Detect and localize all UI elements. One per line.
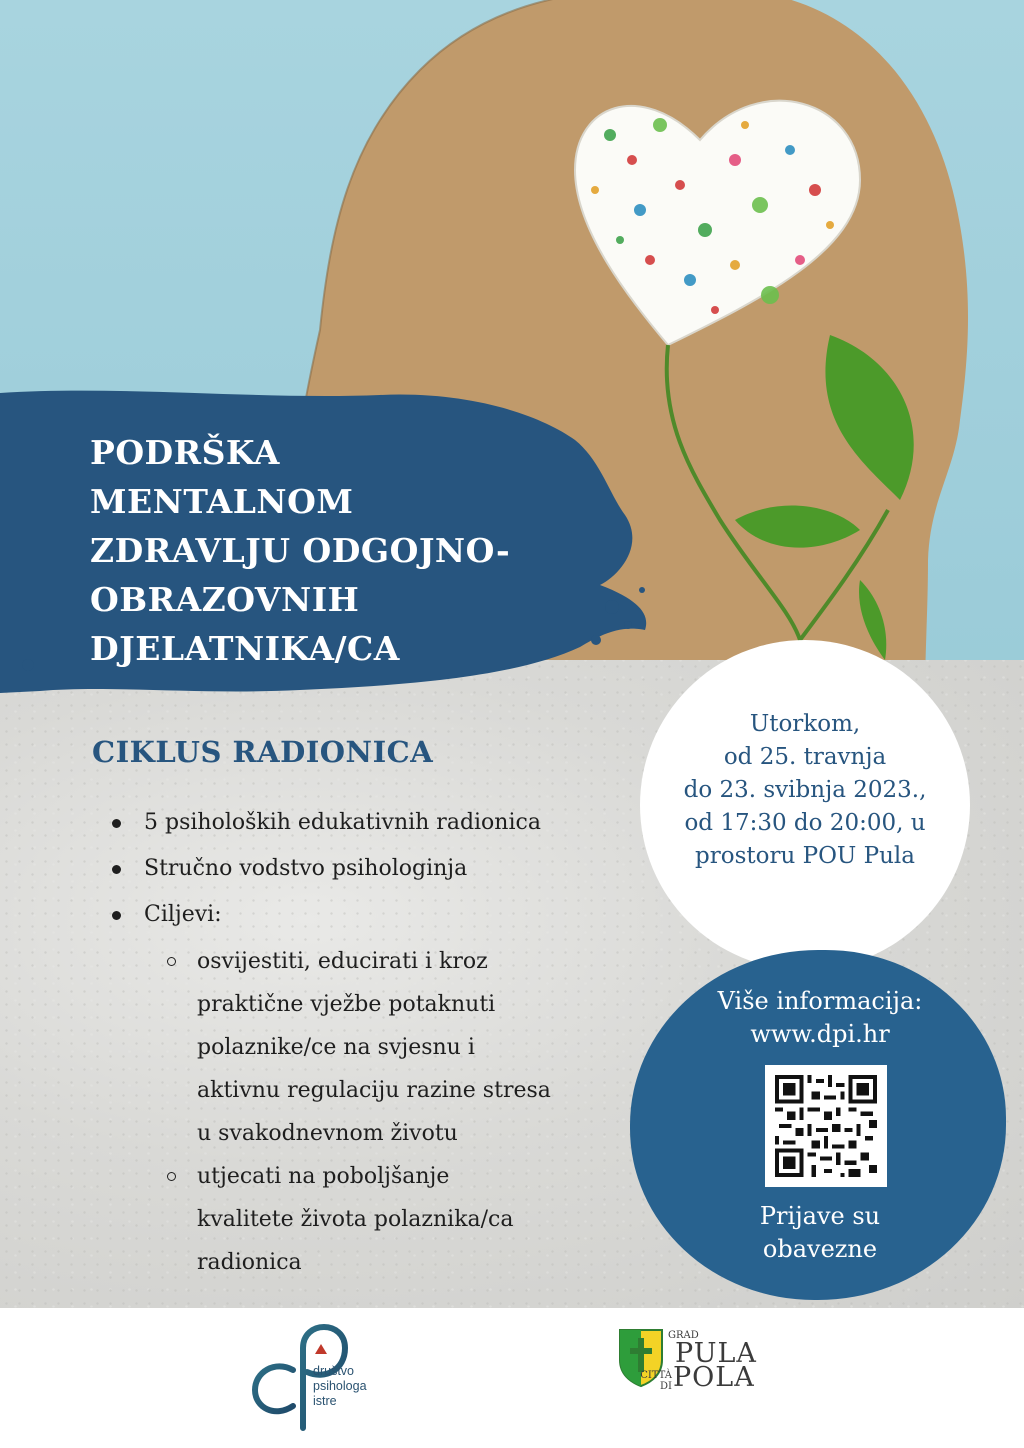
goal-line: radionica <box>197 1250 302 1275</box>
info-text <box>640 985 1000 1051</box>
dpi-logo-text <box>313 1364 367 1409</box>
footer <box>0 1308 1024 1448</box>
goal-item <box>197 1155 632 1284</box>
goal-line: aktivnu regulaciju razine stresa <box>197 1078 551 1103</box>
title-line: ZDRAVLJU ODGOJNO- <box>90 531 511 570</box>
schedule-text <box>640 708 970 873</box>
circle-bullet-icon <box>167 957 176 966</box>
title-line: MENTALNOM <box>90 482 354 521</box>
goal-line: utjecati na poboljšanje <box>197 1164 450 1189</box>
schedule-line: Utorkom, <box>749 711 861 737</box>
info-label: Više informacija: <box>717 987 923 1015</box>
dpi-logo-line: psihologa <box>313 1379 367 1393</box>
city-label-line: DI <box>660 1381 672 1392</box>
city-name-pola: POLA <box>673 1362 755 1393</box>
goal-line: u svakodnevnom životu <box>197 1121 458 1146</box>
circle-bullet-icon <box>167 1172 176 1181</box>
list-item: 5 psiholoških edukativnih radionica <box>112 800 632 846</box>
dpi-logo-line: društvo <box>313 1364 354 1378</box>
schedule-line: od 25. travnja <box>723 744 887 770</box>
goal-line: polaznike/ce na svjesnu i <box>197 1035 475 1060</box>
schedule-line: od 17:30 do 20:00, u <box>684 810 926 836</box>
registration-note <box>640 1200 1000 1266</box>
goal-line: kvalitete života polaznika/ca <box>197 1207 514 1232</box>
schedule-line: do 23. svibnja 2023., <box>683 777 927 803</box>
city-label-line: CITTÀ <box>640 1370 672 1381</box>
dpi-logo-line: istre <box>313 1394 337 1408</box>
bullet-list <box>112 800 632 1284</box>
city-label-grad: GRAD <box>668 1330 699 1341</box>
poster-title <box>90 428 570 673</box>
register-line: Prijave su <box>759 1202 881 1230</box>
goal-item <box>197 940 632 1155</box>
title-line: PODRŠKA <box>90 433 280 472</box>
website-link[interactable]: www.dpi.hr <box>750 1020 890 1048</box>
title-line: OBRAZOVNIH <box>90 580 360 619</box>
goal-line: osvijestiti, educirati i kroz <box>197 949 488 974</box>
goal-line: praktične vježbe potaknuti <box>197 992 496 1017</box>
section-heading: CIKLUS RADIONICA <box>92 735 434 769</box>
qr-code-icon <box>775 1075 877 1177</box>
city-name-pula: PULA <box>675 1338 757 1369</box>
schedule-line: prostoru POU Pula <box>695 843 915 869</box>
list-item: Ciljevi: <box>112 892 632 938</box>
title-line: DJELATNIKA/CA <box>90 629 400 668</box>
list-item: Stručno vodstvo psihologinja <box>112 846 632 892</box>
register-line: obavezne <box>762 1235 878 1263</box>
city-label-citta <box>632 1370 672 1392</box>
qr-code[interactable] <box>765 1065 887 1187</box>
